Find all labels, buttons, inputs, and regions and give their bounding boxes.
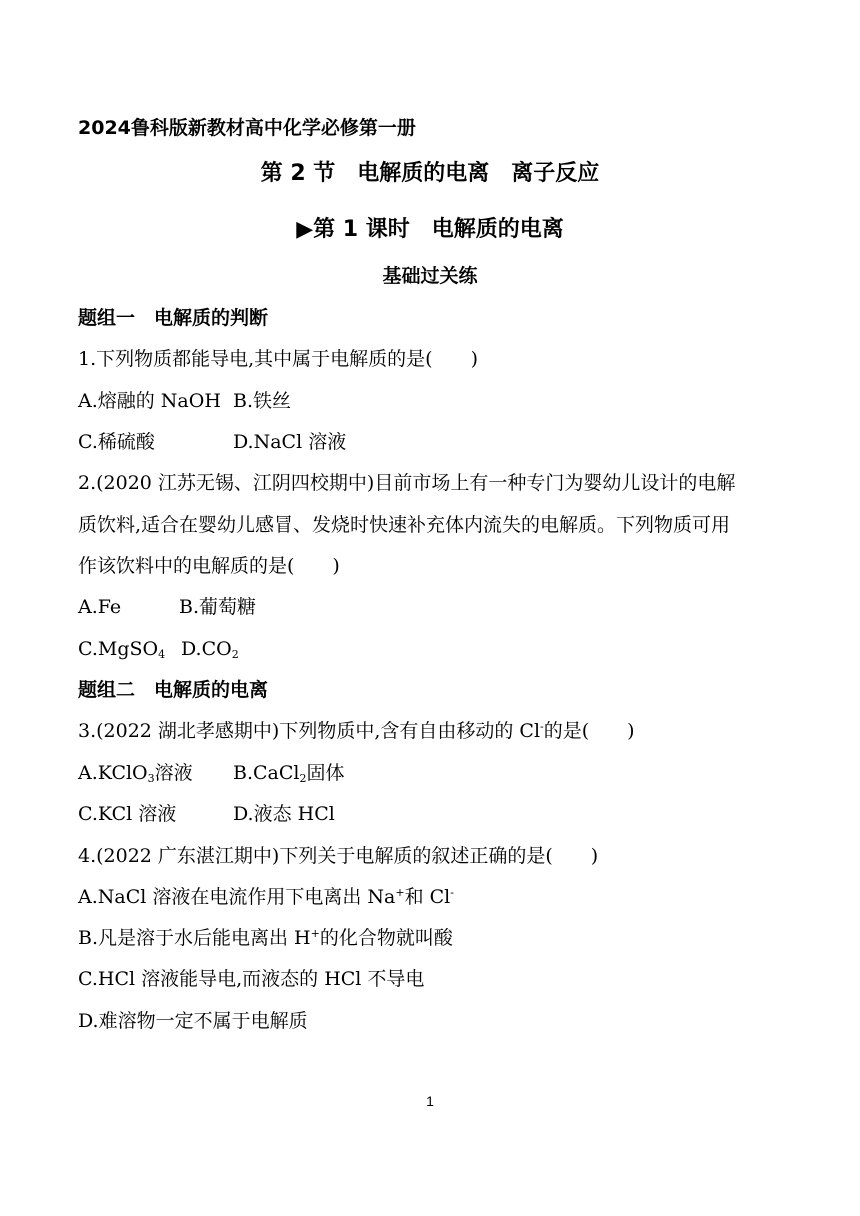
group-2-title: 题组二 电解质的电离 bbox=[78, 679, 269, 701]
q4-option-b: B.凡是溶于水后能电离出 H+的化合物就叫酸 bbox=[78, 927, 453, 949]
question-2-stem-line-1: 2.(2020 江苏无锡、江阴四校期中)目前市场上有一种专门为婴幼儿设计的电解 bbox=[78, 472, 736, 494]
q1-option-d: D.NaCl 溶液 bbox=[233, 431, 347, 453]
question-1-options-row-2 bbox=[78, 430, 346, 454]
question-2-stem-line-2: 质饮料,适合在婴幼儿感冒、发烧时快速补充体内流失的电解质。下列物质可用 bbox=[78, 514, 731, 536]
q3-option-a: A.KClO$_3$溶液 bbox=[78, 762, 193, 785]
q2-option-c: C.MgSO$_4$ bbox=[78, 638, 166, 661]
q1-option-a: A.熔融的 NaOH bbox=[78, 390, 221, 412]
question-3-stem: 3.(2022 湖北孝感期中)下列物质中,含有自由移动的 Cl-的是( ) bbox=[78, 720, 635, 742]
q4-option-c: C.HCl 溶液能导电,而液态的 HCl 不导电 bbox=[78, 968, 425, 990]
question-4-stem: 4.(2022 广东湛江期中)下列关于电解质的叙述正确的是( ) bbox=[78, 845, 599, 867]
q2-option-b: B.葡萄糖 bbox=[179, 596, 257, 618]
q4-option-a: A.NaCl 溶液在电流作用下电离出 Na+和 Cl- bbox=[78, 886, 454, 908]
section-title: 第 2 节 电解质的电离 离子反应 bbox=[260, 161, 600, 186]
question-2-options-row-1 bbox=[78, 595, 256, 619]
question-1-options-row-1 bbox=[78, 389, 291, 413]
group-1-title: 题组一 电解质的判断 bbox=[78, 307, 269, 329]
q3-option-d: D.液态 HCl bbox=[233, 803, 335, 825]
q1-option-b: B.铁丝 bbox=[233, 390, 292, 412]
page-number: 1 bbox=[426, 1093, 434, 1109]
q4-option-d: D.难溶物一定不属于电解质 bbox=[78, 1010, 308, 1032]
q3-option-c: C.KCl 溶液 bbox=[78, 803, 177, 825]
practice-title: 基础过关练 bbox=[382, 265, 478, 287]
question-3-options-row-2 bbox=[78, 802, 335, 826]
q2-option-a: A.Fe bbox=[78, 596, 122, 618]
question-2-stem-line-3: 作该饮料中的电解质的是( ) bbox=[78, 555, 340, 577]
question-3-options-row-1 bbox=[78, 761, 345, 785]
q2-option-d: $D.CO_2$ bbox=[181, 638, 239, 661]
lesson-title: ▶第 1 课时 电解质的电离 bbox=[296, 217, 564, 242]
q3-option-b: B.CaCl$_2$固体 bbox=[233, 762, 345, 785]
q1-option-c: C.稀硫酸 bbox=[78, 431, 155, 453]
question-2-options-row-2 bbox=[78, 637, 239, 661]
question-1-stem: 1.下列物质都能导电,其中属于电解质的是( ) bbox=[78, 348, 478, 370]
book-title: 2024鲁科版新教材高中化学必修第一册 bbox=[78, 117, 416, 139]
